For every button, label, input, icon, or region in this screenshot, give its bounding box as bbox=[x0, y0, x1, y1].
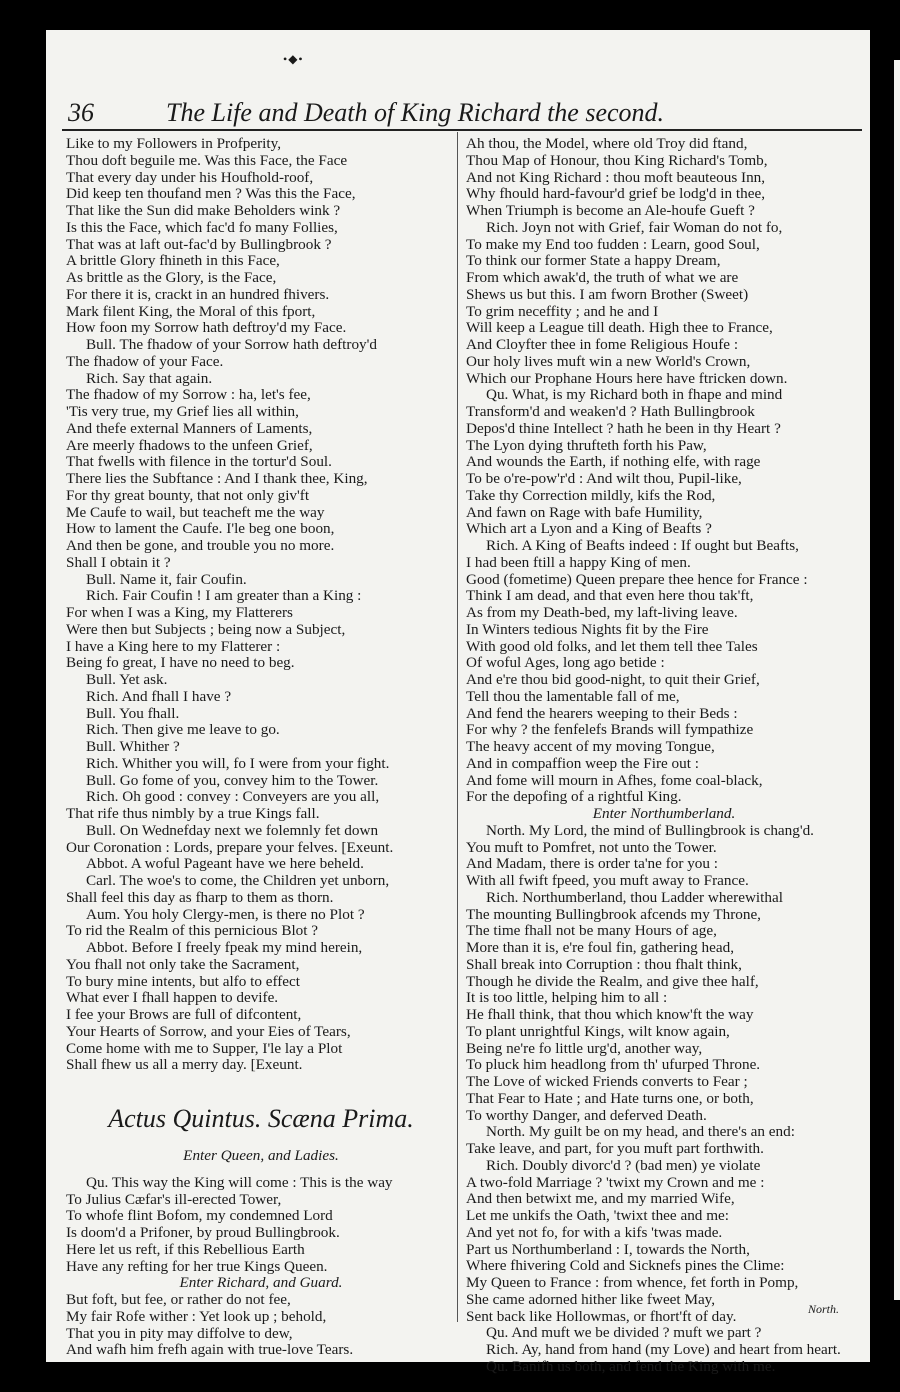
text-line: For when I was a King, my Flatterers bbox=[66, 604, 293, 621]
text-line: There lies the Subftance : And I thank thee, King, bbox=[66, 470, 368, 487]
text-line: North. My Lord, the mind of Bullingbrook is chang'd. bbox=[486, 821, 814, 839]
text-line: Why fhould hard-favour'd grief be lodg'd in thee, bbox=[466, 185, 766, 203]
text-line: 'Tis very true, my Grief lies all within, bbox=[66, 403, 299, 420]
text-line: Abbot. Before I freely fpeak my mind herein, bbox=[86, 939, 363, 956]
text-line: Mark filent King, the Moral of this fport, bbox=[66, 302, 316, 320]
text-line: Did keep ten thoufand men ? Was this the Face, bbox=[66, 185, 356, 203]
text-line: When Triumph is become an Ale-houfe Gueft ? bbox=[466, 202, 755, 219]
text-line: And fome will mourn in Afhes, fome coal-black, bbox=[466, 771, 763, 789]
text-line: My fair Rofe wither : Yet look up ; behold, bbox=[66, 1307, 327, 1325]
text-line: To grim neceffity ; and he and I bbox=[466, 302, 659, 320]
left-column bbox=[66, 136, 456, 1359]
text-line: Rich. Say that again. bbox=[86, 369, 213, 387]
text-line: Bull. On Wednefday next we folemnly fet down bbox=[86, 821, 379, 839]
text-line: To bury mine intents, but alfo to effect bbox=[66, 972, 301, 990]
text-line: Rich. Joyn not with Grief, fair Woman do not fo, bbox=[486, 218, 783, 236]
text-line: And in compaffion weep the Fire out : bbox=[466, 754, 699, 772]
left-text-block bbox=[66, 136, 456, 1074]
text-line: A two-fold Marriage ? 'twixt my Crown and me : bbox=[466, 1173, 765, 1191]
text-line: Shews us but this. I am fworn Brother (Sweet) bbox=[466, 285, 749, 303]
text-line: For the depofing of a rightful King. bbox=[466, 788, 682, 806]
text-line: Bull. Name it, fair Coufin. bbox=[86, 570, 247, 588]
text-line: For why ? the fenfelefs Brands will fympathize bbox=[466, 721, 754, 739]
text-line: And not King Richard : thou moft beauteous Inn, bbox=[466, 168, 766, 186]
text-line: That Fear to Hate ; and Hate turns one, or both, bbox=[466, 1089, 754, 1107]
text-line: That like the Sun did make Beholders wink ? bbox=[66, 202, 341, 219]
text-line: Though he divide the Realm, and give thee half, bbox=[466, 972, 759, 990]
top-ornament: •◆• bbox=[283, 52, 304, 66]
text-line: That every day under his Houfhold-roof, bbox=[66, 168, 314, 186]
text-line: To worthy Danger, and deferved Death. bbox=[466, 1106, 707, 1124]
text-line: And e're thou bid good-night, to quit their Grief, bbox=[466, 671, 760, 688]
page-number: 36 bbox=[68, 98, 94, 127]
text-line: I had been ftill a happy King of men. bbox=[466, 553, 691, 571]
text-line: Rich. Ay, hand from hand (my Love) and heart from heart. bbox=[486, 1341, 841, 1358]
text-line: To plant unrightful Kings, wilt know again, bbox=[466, 1022, 730, 1040]
text-line: The fhadow of your Face. bbox=[66, 352, 224, 370]
text-line: To whofe flint Bofom, my condemned Lord bbox=[66, 1207, 333, 1225]
text-line: And thefe external Manners of Laments, bbox=[66, 419, 313, 437]
text-line: Here let us reft, if this Rebellious Earth bbox=[66, 1240, 305, 1258]
text-line: Transform'd and weaken'd ? Hath Bullingbrook bbox=[466, 403, 755, 420]
act-heading: Actus Quintus. Scæna Prima. bbox=[108, 1104, 414, 1133]
text-line: Part us Northumberland : I, towards the North, bbox=[466, 1240, 750, 1258]
text-line: Are meerly fhadows to the unfeen Grief, bbox=[66, 436, 313, 454]
text-line: Rich. Doubly divorc'd ? (bad men) ye violate bbox=[486, 1156, 761, 1174]
text-line: To be o're-pow'r'd : And wilt thou, Pupil-like, bbox=[466, 470, 742, 487]
text-line: Bull. You fhall. bbox=[86, 704, 180, 722]
text-line: Abbot. A woful Pageant have we here beheld. bbox=[86, 855, 364, 873]
text-line: You muft to Pomfret, not unto the Tower. bbox=[466, 838, 717, 856]
text-line: Qu. And muft we be divided ? muft we part ? bbox=[486, 1324, 762, 1342]
queen-speech-continued bbox=[66, 1292, 456, 1359]
text-line: Take leave, and part, for you muft part forthwith. bbox=[466, 1140, 764, 1157]
text-line: How to lament the Caufe. I'le beg one boon, bbox=[66, 520, 335, 538]
text-line: And yet not fo, for with a kifs 'twas made. bbox=[466, 1223, 723, 1241]
text-line: Rich. Then give me leave to go. bbox=[86, 721, 280, 739]
text-line: A brittle Glory fhineth in this Face, bbox=[66, 252, 280, 270]
text-line: Ah thou, the Model, where old Troy did ftand, bbox=[466, 135, 748, 152]
text-line: Take thy Correction mildly, kifs the Rod, bbox=[466, 486, 716, 504]
header-rule bbox=[62, 129, 862, 131]
text-line: As brittle as the Glory, is the Face, bbox=[66, 269, 277, 286]
stage-direction-enter-queen: Enter Queen, and Ladies. bbox=[183, 1147, 339, 1164]
running-header bbox=[68, 98, 864, 130]
text-line: Like to my Followers in Profperity, bbox=[66, 135, 281, 152]
text-line: It is too little, helping him to all : bbox=[466, 989, 668, 1007]
text-line: Thou doft beguile me. Was this Face, the Face bbox=[66, 151, 348, 169]
text-line: Our holy lives muft win a new World's Crown, bbox=[466, 352, 751, 370]
text-line: For there it is, crackt in an hundred fhivers. bbox=[66, 285, 330, 303]
text-line: Bull. Yet ask. bbox=[86, 671, 168, 688]
text-line: The mounting Bullingbrook afcends my Throne, bbox=[466, 905, 761, 923]
text-line: North. My guilt be on my head, and there's an end: bbox=[486, 1123, 795, 1141]
text-line: Rich. Fair Coufin ! I am greater than a King : bbox=[86, 587, 362, 605]
right-text-block bbox=[466, 136, 862, 1376]
text-line: And then be gone, and trouble you no more. bbox=[66, 537, 335, 554]
text-line: To Julius Cæfar's ill-erected Tower, bbox=[66, 1190, 282, 1208]
text-line: In Winters tedious Nights fit by the Fire bbox=[466, 620, 709, 638]
text-line: Bull. The fhadow of your Sorrow hath deftroy'd bbox=[86, 336, 377, 353]
text-line: Your Hearts of Sorrow, and your Eies of Tears, bbox=[66, 1022, 351, 1040]
text-line: The time fhall not be many Hours of age, bbox=[466, 922, 717, 940]
text-line: I have a King here to my Flatterer : bbox=[66, 637, 281, 655]
text-line: I fee your Brows are full of difcontent, bbox=[66, 1006, 302, 1023]
text-line: What ever I fhall happen to devife. bbox=[66, 989, 279, 1007]
text-line: Will keep a League till death. High thee to France, bbox=[466, 319, 773, 337]
text-line: That you in pity may diffolve to dew, bbox=[66, 1324, 293, 1342]
text-line: Shall break into Corruption : thou fhalt think, bbox=[466, 955, 742, 973]
text-line: The Lyon dying thrufteth forth his Paw, bbox=[466, 436, 707, 454]
text-line: Think I am dead, and that even here thou tak'ft, bbox=[466, 587, 754, 605]
text-line: And Cloyfter thee in fome Religious Houfe : bbox=[466, 336, 739, 353]
text-line: Being fo great, I have no need to beg. bbox=[66, 654, 295, 672]
next-page-edge bbox=[894, 60, 900, 1300]
text-line: Aum. You holy Clergy-men, is there no Plot ? bbox=[86, 905, 365, 923]
text-line: Sent back like Hollowmas, or fhort'ft of day. bbox=[466, 1307, 737, 1325]
text-line: More than it is, e're foul fin, gathering head, bbox=[466, 939, 735, 956]
text-line: The Love of wicked Friends converts to Fear ; bbox=[466, 1073, 748, 1090]
text-line: Bull. Go fome of you, convey him to the Tower. bbox=[86, 771, 379, 789]
text-line: With good old folks, and let them tell thee Tales bbox=[466, 637, 758, 655]
text-line: But foft, but fee, or rather do not fee, bbox=[66, 1291, 291, 1308]
text-line: To rid the Realm of this pernicious Blot ? bbox=[66, 922, 319, 940]
text-line: Enter Northumberland. bbox=[592, 805, 736, 822]
spacer bbox=[66, 1074, 456, 1100]
text-line: Qu. Banifh us both, and fend the King with me. bbox=[486, 1357, 776, 1375]
text-line: To think our former State a happy Dream, bbox=[466, 252, 721, 270]
text-line: Good (fometime) Queen prepare thee hence for France : bbox=[466, 570, 808, 588]
text-line: From which awak'd, the truth of what we are bbox=[466, 269, 739, 286]
text-line: And then betwixt me, and my married Wife, bbox=[466, 1190, 735, 1208]
text-line: Which our Prophane Hours here have ftricken down. bbox=[466, 369, 788, 387]
text-line: He fhall think, that thou which know'ft the way bbox=[466, 1006, 754, 1023]
text-line: Of woful Ages, long ago betide : bbox=[466, 654, 665, 672]
text-line: Rich. And fhall I have ? bbox=[86, 687, 232, 705]
text-line: Is doom'd a Prifoner, by proud Bullingbrook. bbox=[66, 1224, 340, 1241]
text-line: She came adorned hither like fweet May, bbox=[466, 1290, 716, 1308]
catchword: North. bbox=[808, 1302, 840, 1316]
text-line: And fawn on Rage with bafe Humility, bbox=[466, 503, 703, 521]
text-line: To pluck him headlong from th' ufurped Throne. bbox=[466, 1056, 761, 1074]
text-line: Thou Map of Honour, thou King Richard's Tomb, bbox=[466, 151, 768, 169]
column-divider bbox=[457, 132, 458, 1322]
right-column bbox=[466, 136, 862, 1376]
text-line: For thy great bounty, that not only giv'ft bbox=[66, 486, 310, 504]
text-line: That fwells with filence in the tortur'd Soul. bbox=[66, 453, 332, 471]
text-line: Were then but Subjects ; being now a Subject, bbox=[66, 620, 346, 638]
text-line: Shall fhew us all a merry day. [Exeunt. bbox=[66, 1056, 303, 1074]
text-line: That rife thus nimbly by a true Kings fall. bbox=[66, 805, 320, 822]
text-line: Qu. This way the King will come : This is the way bbox=[86, 1173, 393, 1191]
stage-direction-enter-richard: Enter Richard, and Guard. bbox=[179, 1274, 343, 1292]
text-line: Rich. A King of Beafts indeed : If ought but Beafts, bbox=[486, 537, 799, 554]
running-title: The Life and Death of King Richard the second. bbox=[166, 98, 665, 127]
text-line: Which art a Lyon and a King of Beafts ? bbox=[466, 520, 712, 538]
text-line: The heavy accent of my moving Tongue, bbox=[466, 738, 715, 755]
text-line: Where fhivering Cold and Sicknefs pines the Clime: bbox=[466, 1257, 785, 1275]
text-line: Qu. What, is my Richard both in fhape and mind bbox=[486, 386, 783, 404]
text-line: You fhall not only take the Sacrament, bbox=[66, 955, 300, 973]
text-line: Depos'd thine Intellect ? hath he been in thy Heart ? bbox=[466, 419, 781, 437]
text-line: Our Coronation : Lords, prepare your felves. [Exeunt. bbox=[66, 838, 394, 856]
text-line: And wafh him frefh again with true-love Tears. bbox=[66, 1341, 354, 1359]
text-line: The fhadow of my Sorrow : ha, let's fee, bbox=[66, 386, 311, 404]
text-line: Shall feel this day as fharp to them as thorn. bbox=[66, 888, 334, 906]
text-line: Rich. Northumberland, thou Ladder wherewithal bbox=[486, 888, 783, 906]
text-line: Rich. Whither you will, fo I were from your fight. bbox=[86, 754, 390, 772]
text-line: Come home with me to Supper, I'le lay a Plot bbox=[66, 1039, 343, 1057]
text-line: Tell thou the lamentable fall of me, bbox=[466, 687, 680, 705]
text-line: Have any refting for her true Kings Queen. bbox=[66, 1257, 328, 1275]
text-line: And Madam, there is order ta'ne for you : bbox=[466, 855, 718, 873]
text-line: Being ne're fo little urg'd, another way, bbox=[466, 1039, 703, 1057]
text-line: Bull. Whither ? bbox=[86, 738, 180, 755]
text-line: Rich. Oh good : convey : Conveyers are you all, bbox=[86, 788, 380, 806]
text-line: Me Caufe to wail, but teacheft me the way bbox=[66, 503, 325, 521]
text-line: How foon my Sorrow hath deftroy'd my Face. bbox=[66, 319, 347, 337]
text-line: Carl. The woe's to come, the Children yet unborn, bbox=[86, 872, 390, 889]
text-line: Is this the Face, which fac'd fo many Follies, bbox=[66, 218, 338, 236]
text-line: My Queen to France : from whence, fet forth in Pomp, bbox=[466, 1274, 799, 1291]
text-line: To make my End too fudden : Learn, good Soul, bbox=[466, 235, 760, 253]
text-line: As from my Death-bed, my laft-living leave. bbox=[466, 604, 738, 621]
text-line: With all fwift fpeed, you muft away to France. bbox=[466, 872, 749, 889]
text-line: Let me unkifs the Oath, 'twixt thee and me: bbox=[466, 1207, 729, 1224]
text-line: And fend the hearers weeping to their Beds : bbox=[466, 704, 738, 722]
text-line: That was at laft out-fac'd by Bullingbrook ? bbox=[66, 235, 332, 253]
text-line: Shall I obtain it ? bbox=[66, 553, 171, 571]
text-line: And wounds the Earth, if nothing elfe, with rage bbox=[466, 453, 761, 471]
queen-speech-block bbox=[66, 1175, 456, 1276]
